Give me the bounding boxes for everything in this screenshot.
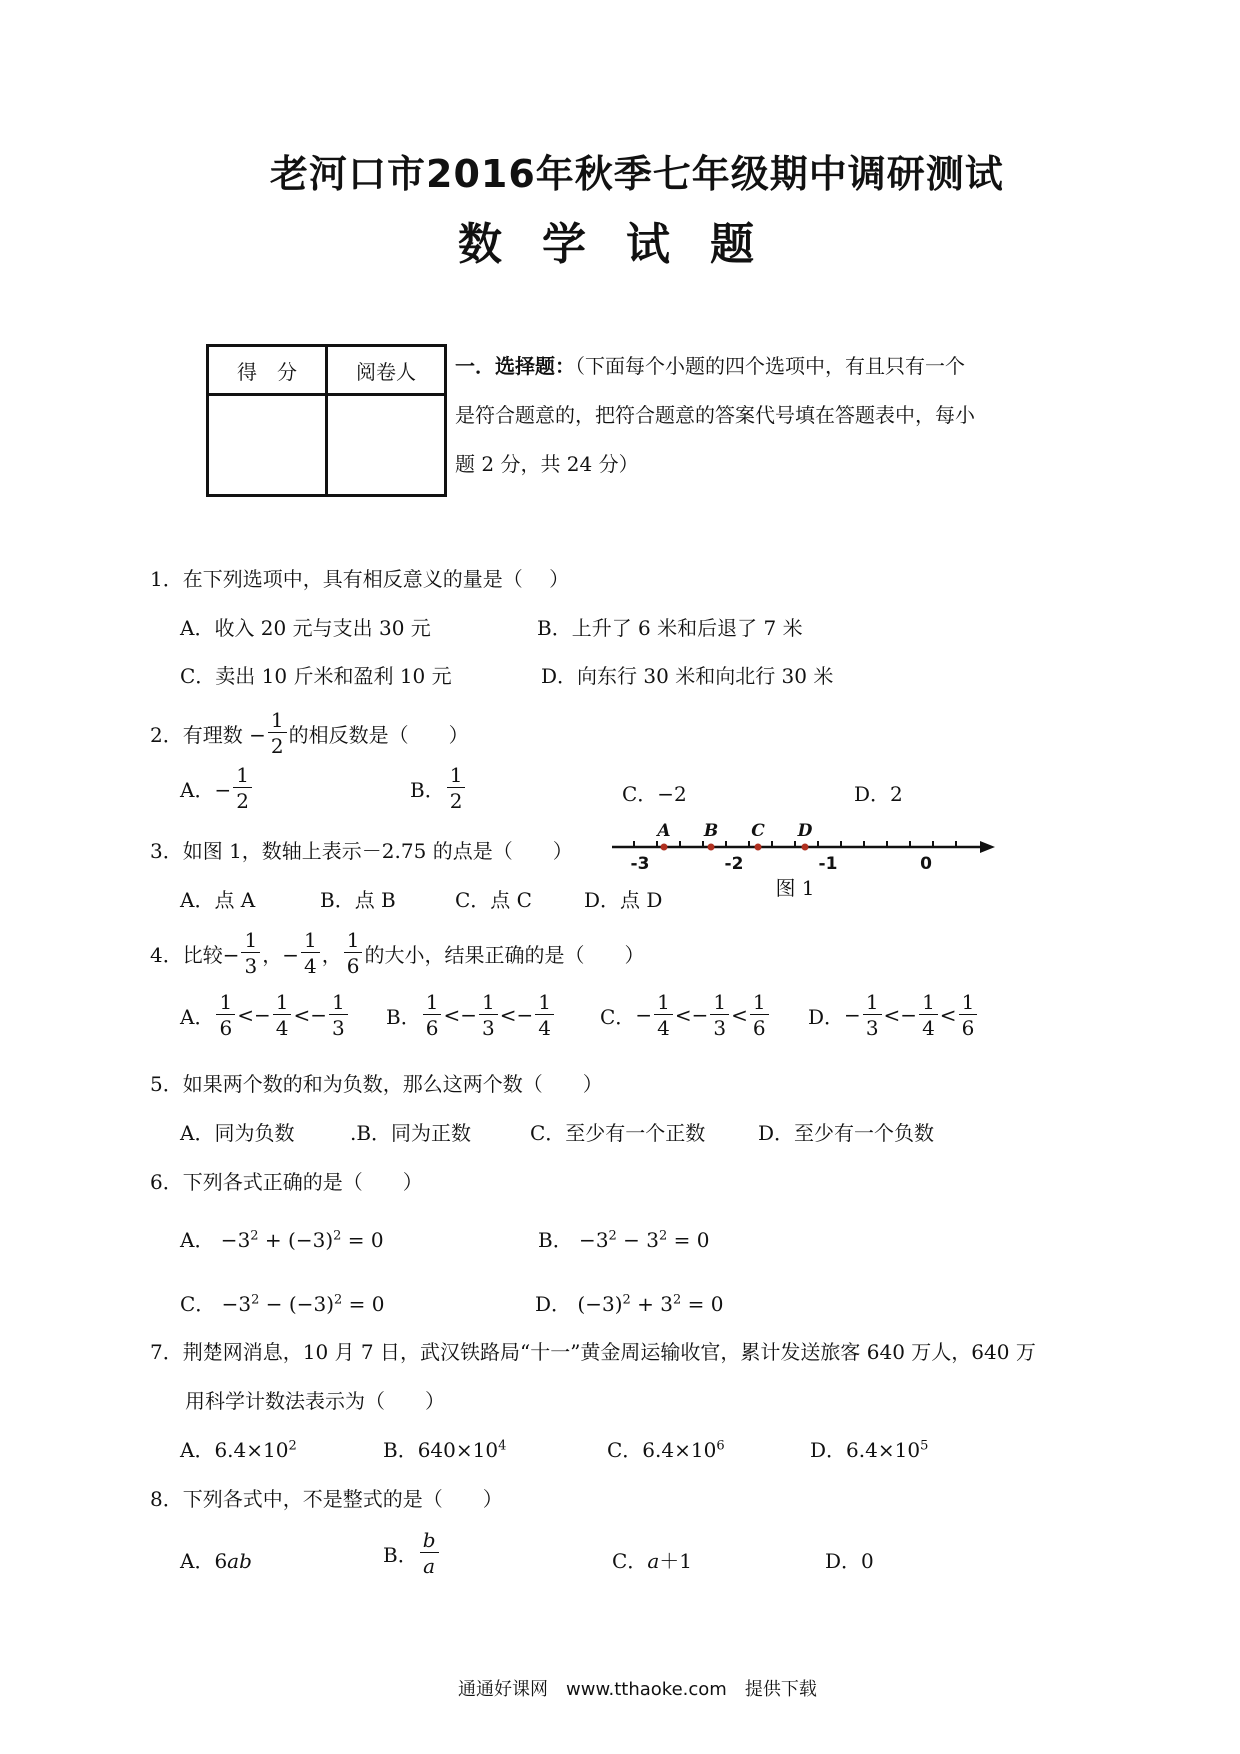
q2-stem <box>150 710 469 756</box>
number-line-figure <box>600 815 1000 905</box>
point-a-label: A <box>657 821 671 841</box>
section1-line3: 题 2 分，共 24 分） <box>455 452 639 476</box>
q3-option-a[interactable]: A．点 A <box>180 888 256 912</box>
q5-option-a[interactable]: A．同为负数 <box>180 1121 295 1145</box>
q2-a-den: 2 <box>236 789 249 813</box>
q6-c-label: C． <box>180 1292 216 1316</box>
q4-b-f1 <box>423 992 442 1038</box>
tick-label-neg3: -3 <box>630 854 650 874</box>
point-d-label: D <box>797 821 813 841</box>
q7-d-exp: 5 <box>920 1438 929 1454</box>
q4-d-f1 <box>863 992 882 1038</box>
q4-d-f1-num: 1 <box>863 992 882 1015</box>
grader-header: 阅卷人 <box>327 346 446 395</box>
q7-stem-line2: 用科学计数法表示为（ ） <box>185 1389 445 1413</box>
q1-option-b[interactable]: B．上升了 6 米和后退了 7 米 <box>537 616 803 640</box>
q2-option-c[interactable]: C．−2 <box>622 782 687 806</box>
q4-option-d[interactable]: D． − $\frac{1}{3}$ <− $\frac{1}{4}$ < $\frac{1}{6}$ <box>808 992 979 1038</box>
q6-d-label: D． <box>535 1292 572 1316</box>
q4-a-f2-num: 1 <box>273 992 292 1015</box>
exam-subtitle: 数学试题 <box>458 219 794 270</box>
q2-b-fraction <box>447 765 466 811</box>
q6-b-label: B． <box>538 1228 573 1252</box>
q4-c-f2-num: 1 <box>710 992 729 1015</box>
q2-a-fraction <box>233 765 252 811</box>
q4-d-f2-num: 1 <box>919 992 938 1015</box>
q4-sep1: ，− <box>262 942 299 967</box>
q2-b-den: 2 <box>449 789 463 813</box>
q4-sep2: ， <box>321 942 342 967</box>
q4-a-f1-den: 6 <box>219 1016 233 1040</box>
section1-heading: 一．选择题： <box>455 354 575 378</box>
section1-line2: 是符合题意的，把符合题意的答案代号填在答题表中，每小 <box>455 403 975 427</box>
score-table <box>206 344 447 497</box>
q4-stem-post: 的大小，结果正确的是（ ） <box>364 942 645 967</box>
q4-f3-den: 6 <box>346 954 360 978</box>
q2-stem-pre: 2．有理数 − <box>150 722 266 747</box>
q2-option-a[interactable] <box>180 765 254 811</box>
q2-a-num: 1 <box>233 765 252 788</box>
q2-num: 1 <box>268 710 287 733</box>
q4-f1-den: 3 <box>244 954 258 978</box>
q8-c-var: a <box>647 1549 660 1573</box>
q6-a-label: A． <box>180 1228 215 1252</box>
q4-b-f2 <box>479 992 498 1038</box>
q4-d-f3 <box>959 992 978 1038</box>
q4-b-label: B． <box>386 1004 421 1029</box>
q4-b-f1-den: 6 <box>425 1016 439 1040</box>
q4-f3-num: 1 <box>344 930 363 953</box>
q4-a-f2 <box>273 992 292 1038</box>
q8-b-den: a <box>423 1554 436 1578</box>
q6-option-d[interactable]: D． $(-3)^2 + 3^2 = 0$ <box>535 1292 724 1316</box>
q4-f1 <box>241 930 260 976</box>
q8-option-c[interactable] <box>612 1545 692 1574</box>
point-d-dot <box>802 844 809 851</box>
tick-label-neg2: -2 <box>724 854 744 874</box>
q4-a-f3 <box>329 992 348 1038</box>
q7-c-label: C．6.4×10 <box>607 1438 717 1462</box>
q4-b-f3-num: 1 <box>535 992 554 1015</box>
q2-option-b[interactable] <box>410 765 467 811</box>
q4-a-f2-den: 4 <box>275 1016 289 1040</box>
q2-stem-post: 的相反数是（ ） <box>288 722 469 747</box>
q2-fraction <box>268 710 287 756</box>
q3-option-d[interactable]: D．点 D <box>584 888 663 912</box>
q4-b-f1-num: 1 <box>423 992 442 1015</box>
q2-den: 2 <box>270 734 284 758</box>
q4-d-f3-num: 1 <box>959 992 978 1015</box>
q4-c-f1 <box>654 992 673 1038</box>
score-cell[interactable] <box>208 395 327 496</box>
q4-d-f2 <box>919 992 938 1038</box>
q4-f2-den: 4 <box>303 954 317 978</box>
q5-option-c[interactable]: C．至少有一个正数 <box>530 1121 706 1145</box>
q4-d-f3-den: 6 <box>961 1016 975 1040</box>
q6-option-a[interactable]: A． $-3^2 + (-3)^2 = 0$ <box>180 1228 384 1252</box>
q8-c-rest: ＋1 <box>659 1549 692 1573</box>
q3-option-c[interactable]: C．点 C <box>455 888 532 912</box>
q4-c-f1-den: 4 <box>657 1016 670 1040</box>
q8-b-fraction <box>420 1530 439 1576</box>
q4-d-f2-den: 4 <box>922 1016 935 1040</box>
q2-option-d[interactable]: D．2 <box>854 782 903 806</box>
q7-option-a[interactable] <box>180 1434 297 1463</box>
q2-a-label: A．− <box>180 777 232 802</box>
q4-option-a[interactable]: A． $\frac{1}{6}$ <− $\frac{1}{4}$ <− $\frac{1}{3}$ <box>180 992 350 1038</box>
q4-b-f2-den: 3 <box>481 1016 495 1040</box>
exam-title: 老河口市2016年秋季七年级期中调研测试 <box>270 152 1004 196</box>
q8-c-label: C． <box>612 1549 648 1573</box>
q8-option-d[interactable]: D．0 <box>825 1549 874 1573</box>
q4-b-f3 <box>535 992 554 1038</box>
q2-b-num: 1 <box>447 765 466 788</box>
q7-c-exp: 6 <box>716 1438 725 1454</box>
q4-f1-num: 1 <box>241 930 260 953</box>
q4-d-label: D． <box>808 1004 845 1029</box>
q1-option-d[interactable]: D．向东行 30 米和向北行 30 米 <box>541 664 834 688</box>
q2-b-label: B． <box>410 777 445 802</box>
q4-c-f1-num: 1 <box>654 992 673 1015</box>
q1-stem: 1．在下列选项中，具有相反意义的量是（ ） <box>150 567 570 591</box>
q7-a-exp: 2 <box>288 1438 297 1454</box>
point-b-dot <box>708 844 715 851</box>
q4-stem <box>150 930 644 976</box>
q7-option-d[interactable] <box>810 1434 928 1463</box>
q4-c-f3 <box>750 992 769 1038</box>
figure-caption: 图 1 <box>775 876 815 900</box>
score-header: 得 分 <box>208 346 327 395</box>
q8-option-b[interactable] <box>383 1530 441 1576</box>
q4-d-f1-den: 3 <box>865 1016 879 1040</box>
q4-a-f3-den: 3 <box>331 1016 345 1040</box>
q5-option-d[interactable]: D．至少有一个负数 <box>758 1121 935 1145</box>
point-c-label: C <box>751 821 765 841</box>
q1-option-c[interactable]: C．卖出 10 斤米和盈利 10 元 <box>180 664 452 688</box>
q8-b-label: B． <box>383 1542 418 1567</box>
q3-stem: 3．如图 1，数轴上表示－2.75 的点是（ ） <box>150 839 573 863</box>
point-c-dot <box>755 844 762 851</box>
q4-stem-pre: 4．比较− <box>150 942 240 967</box>
tick-label-neg1: -1 <box>818 854 838 874</box>
q4-f2 <box>301 930 320 976</box>
q4-option-c[interactable]: C． − $\frac{1}{4}$ <− $\frac{1}{3}$ < $\frac{1}{6}$ <box>600 992 771 1038</box>
q8-a-var: ab <box>227 1549 252 1573</box>
q4-a-label: A． <box>180 1004 215 1029</box>
section1-line1 <box>455 350 965 379</box>
q6-stem: 6．下列各式正确的是（ ） <box>150 1170 423 1194</box>
q8-option-a[interactable] <box>180 1545 252 1574</box>
q7-d-label: D．6.4×10 <box>810 1438 921 1462</box>
q8-stem: 8．下列各式中，不是整式的是（ ） <box>150 1487 503 1511</box>
q1-option-a[interactable]: A．收入 20 元与支出 30 元 <box>180 616 431 640</box>
q3-option-b[interactable]: B．点 B <box>320 888 396 912</box>
q7-b-exp: 4 <box>498 1438 507 1454</box>
q7-option-b[interactable] <box>383 1434 506 1463</box>
section1-desc-1: （下面每个小题的四个选项中，有且只有一个 <box>575 354 965 378</box>
q4-f3 <box>344 930 363 976</box>
footer-credit: 通通好课网 www.tthaoke.com 提供下载 <box>458 1679 817 1700</box>
q4-b-f3-den: 4 <box>538 1016 551 1040</box>
q6-option-b[interactable]: B． $-3^2 - 3^2 = 0$ <box>538 1228 710 1252</box>
q4-c-f2-den: 3 <box>713 1016 727 1040</box>
q4-a-f1 <box>216 992 235 1038</box>
q4-a-f1-num: 1 <box>216 992 235 1015</box>
q4-c-f3-den: 6 <box>752 1016 766 1040</box>
q4-f2-num: 1 <box>301 930 320 953</box>
q7-b-label: B．640×10 <box>383 1438 499 1462</box>
q4-c-label: C． <box>600 1004 636 1029</box>
q7-a-label: A．6.4×10 <box>180 1438 289 1462</box>
q5-stem: 5．如果两个数的和为负数，那么这两个数（ ） <box>150 1072 603 1096</box>
tick-label-zero: 0 <box>920 854 932 874</box>
q4-a-f3-num: 1 <box>329 992 348 1015</box>
point-b-label: B <box>703 821 719 841</box>
q8-a-label: A．6 <box>180 1549 228 1573</box>
q4-c-f3-num: 1 <box>750 992 769 1015</box>
q6-option-c[interactable]: C． $-3^2 - (-3)^2 = 0$ <box>180 1292 385 1316</box>
point-a-dot <box>661 844 668 851</box>
q7-option-c[interactable] <box>607 1434 725 1463</box>
q5-option-b[interactable]: .B．同为正数 <box>350 1121 472 1145</box>
q8-b-num: b <box>420 1530 439 1553</box>
q7-stem-line1: 7．荆楚网消息，10 月 7 日，武汉铁路局“十一”黄金周运输收官，累计发送旅客 640 万人，640 万 <box>150 1340 1036 1364</box>
q4-b-f2-num: 1 <box>479 992 498 1015</box>
q4-option-b[interactable]: B． $\frac{1}{6}$ <− $\frac{1}{3}$ <− $\frac{1}{4}$ <box>386 992 556 1038</box>
q4-c-f2 <box>710 992 729 1038</box>
grader-cell[interactable] <box>327 395 446 496</box>
